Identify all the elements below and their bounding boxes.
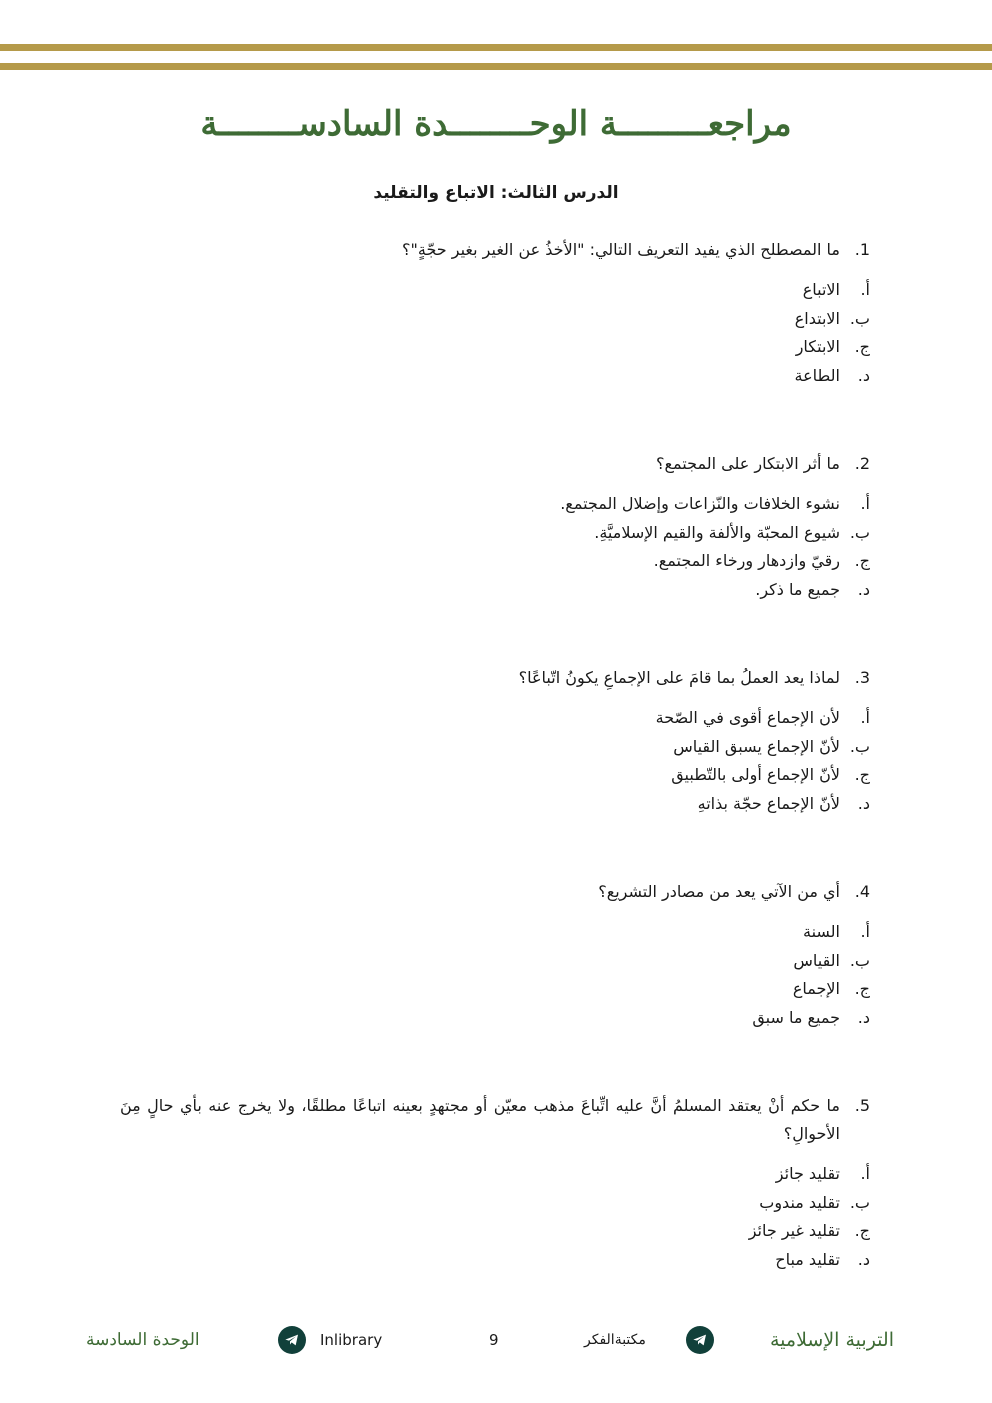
option-letter: أ. [860, 708, 870, 727]
option-text: لأنّ الإجماع يسبق القياس [673, 736, 840, 756]
option-item[interactable] [120, 547, 870, 576]
page-footer [0, 1320, 992, 1364]
option-item[interactable] [120, 276, 870, 305]
option-item[interactable] [120, 362, 870, 391]
option-text: رقيّ وازدهار ورخاء المجتمع. [653, 551, 840, 570]
subject-title: التربية الإسلامية [769, 1329, 894, 1351]
option-text: لأنّ الإجماع حجّة بذاتهِ [697, 793, 840, 813]
option-text: جميع ما سبق [752, 1007, 840, 1027]
option-item[interactable] [120, 305, 870, 334]
paper-plane-icon [692, 1332, 708, 1348]
option-item[interactable] [120, 790, 870, 819]
option-letter: ب. [849, 1192, 870, 1212]
options-list [120, 918, 870, 1032]
option-text: السنة [803, 922, 840, 941]
footer-subject [770, 1320, 894, 1360]
option-letter: د. [857, 1249, 870, 1269]
option-letter: ب. [849, 736, 870, 756]
option-item[interactable] [120, 947, 870, 976]
option-item[interactable] [120, 519, 870, 548]
option-letter: د. [857, 579, 870, 599]
question-1 [120, 236, 870, 390]
question-number: 5. [854, 1096, 870, 1115]
question-text: ما المصطلح الذي يفيد التعريف التالي: "الأخذُ عن الغير بغير حجّةٍ"؟ [402, 240, 840, 259]
question-5 [120, 1092, 870, 1274]
option-letter: ج. [854, 337, 870, 356]
option-text: الابتداع [794, 308, 840, 328]
page-title: مراجعـــــــــة الوحــــــــدة السادســــــــة [200, 104, 792, 144]
option-text: تقليد مباح [775, 1249, 840, 1269]
top-gold-band [0, 44, 992, 51]
telegram-icon[interactable] [686, 1320, 714, 1360]
option-item[interactable] [120, 975, 870, 1004]
option-text: لأن الإجماع أقوى في الصّحة [655, 708, 840, 727]
page-number: 9 [489, 1331, 499, 1349]
option-item[interactable] [120, 733, 870, 762]
option-text: القياس [793, 950, 840, 970]
option-item[interactable] [120, 704, 870, 733]
option-text: الاتباع [802, 280, 840, 299]
option-letter: ج. [854, 765, 870, 784]
option-letter: ب. [849, 950, 870, 970]
option-text: الابتكار [795, 337, 840, 356]
footer-unit [86, 1320, 200, 1360]
option-item[interactable] [120, 1160, 870, 1189]
options-list [120, 1160, 870, 1274]
question-text: ما حكم أنْ يعتقد المسلمُ أنَّ عليه اتِّباعَ مذهب معيّن أو مجتهدٍ بعينه اتباعًا مطلقًا، ولا يخرج عنه بأي حالٍ مِنَ الأحوالِ؟ [120, 1096, 840, 1143]
options-list [120, 704, 870, 818]
options-list [120, 276, 870, 390]
question-number: 4. [854, 882, 870, 901]
option-item[interactable] [120, 1004, 870, 1033]
telegram-icon-left[interactable] [278, 1320, 306, 1360]
option-item[interactable] [120, 1189, 870, 1218]
option-text: الإجماع [792, 979, 840, 998]
option-letter: ب. [849, 308, 870, 328]
option-item[interactable] [120, 576, 870, 605]
option-letter: ج. [854, 551, 870, 570]
option-text: تقليد غير جائز [748, 1221, 840, 1240]
option-item[interactable] [120, 1217, 870, 1246]
lesson-heading: الدرس الثالث: الاتباع والتقليد [373, 183, 619, 203]
option-text: الطاعة [794, 365, 840, 385]
option-letter: د. [857, 365, 870, 385]
paper-plane-icon [284, 1332, 300, 1348]
channel-link[interactable] [320, 1320, 382, 1360]
option-text: لأنّ الإجماع أولى بالتّطبيق [671, 765, 840, 784]
library-name: مكتبةالفكر [584, 1332, 646, 1348]
option-letter: د. [857, 793, 870, 813]
option-letter: أ. [860, 280, 870, 299]
option-text: شيوع المحبّة والألفة والقيم الإسلاميَّةِ. [594, 522, 840, 542]
library-logo [584, 1320, 646, 1360]
top-gold-band-lower [0, 63, 992, 70]
option-item[interactable] [120, 490, 870, 519]
question-number: 2. [854, 454, 870, 473]
option-item[interactable] [120, 333, 870, 362]
option-text: جميع ما ذكر. [755, 579, 840, 599]
option-letter: أ. [860, 1164, 870, 1183]
question-text: ما أثر الابتكار على المجتمع؟ [656, 454, 840, 473]
option-item[interactable] [120, 918, 870, 947]
unit-title: الوحدة السادسة [86, 1330, 200, 1350]
option-item[interactable] [120, 761, 870, 790]
option-text: تقليد مندوب [759, 1192, 840, 1212]
option-letter: أ. [860, 922, 870, 941]
question-text: أي من الآتي يعد من مصادر التشريع؟ [598, 882, 840, 901]
option-letter: ج. [854, 1221, 870, 1240]
question-2 [120, 450, 870, 604]
options-list [120, 490, 870, 604]
option-letter: د. [857, 1007, 870, 1027]
option-text: نشوء الخلافات والنّزاعات وإضلال المجتمع. [560, 494, 840, 513]
option-letter: ج. [854, 979, 870, 998]
channel-name: Inlibrary [320, 1331, 383, 1349]
option-letter: أ. [860, 494, 870, 513]
option-item[interactable] [120, 1246, 870, 1275]
option-text: تقليد جائز [775, 1164, 840, 1183]
option-letter: ب. [849, 522, 870, 542]
question-text: لماذا يعد العملُ بما قامَ على الإجماعِ يكونُ اتّباعًا؟ [518, 668, 840, 687]
question-number: 3. [854, 668, 870, 687]
question-3 [120, 664, 870, 818]
question-number: 1. [854, 240, 870, 259]
question-4 [120, 878, 870, 1032]
